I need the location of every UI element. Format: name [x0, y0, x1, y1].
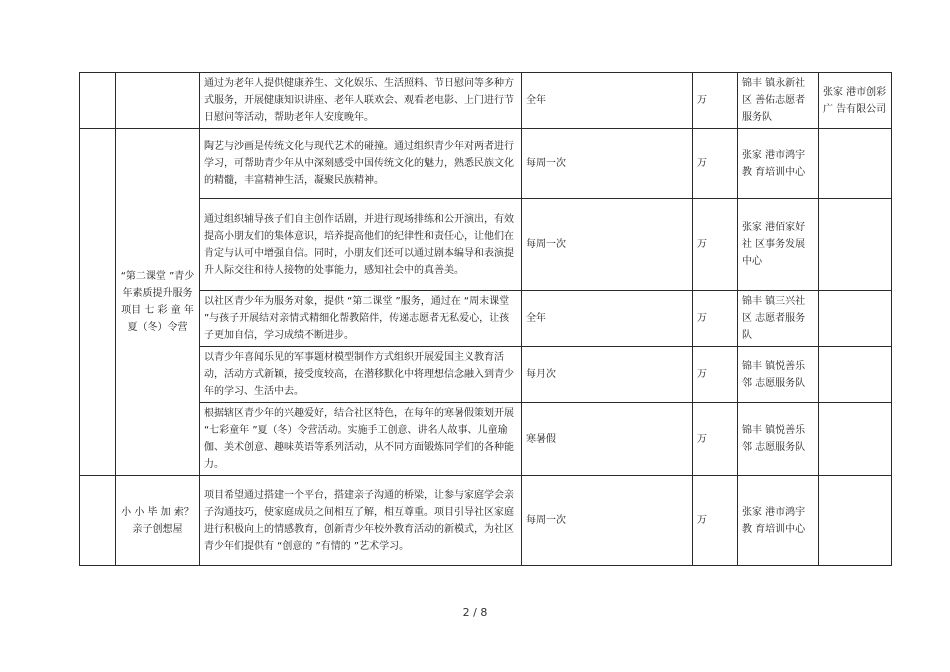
organization-cell: 锦丰 镇悦善乐邻 志愿服务队 [738, 347, 819, 403]
index-cell [80, 73, 116, 129]
organization-cell: 张家 港市鸿宇教 育培训中心 [738, 476, 819, 566]
project-name-cell [116, 73, 200, 129]
sponsor-cell [819, 403, 892, 476]
frequency-cell: 全年 [522, 291, 693, 347]
frequency-cell: 全年 [522, 73, 693, 129]
unit-cell: 万 [693, 73, 738, 129]
table-row [80, 347, 892, 403]
table-row [80, 73, 892, 129]
table-row [80, 403, 892, 476]
unit-cell: 万 [693, 199, 738, 291]
frequency-cell: 每月次 [522, 347, 693, 403]
table-row [80, 129, 892, 199]
description-cell: 陶艺与沙画是传统文化与现代艺术的碰撞。通过组织青少年对两者进行学习，可帮助青少年从中深刻感受中国传统文化的魅力，熟悉民族文化的精髓，丰富精神生活，凝聚民族精神。 [200, 129, 522, 199]
index-cell [80, 129, 116, 476]
frequency-cell: 寒暑假 [522, 403, 693, 476]
index-cell [80, 476, 116, 566]
project-table [79, 72, 892, 566]
frequency-cell: 每周一次 [522, 129, 693, 199]
sponsor-cell [819, 199, 892, 291]
sponsor-cell [819, 291, 892, 347]
unit-cell: 万 [693, 476, 738, 566]
organization-cell: 锦丰 镇三兴社区 志愿者服务队 [738, 291, 819, 347]
description-cell: 项目希望通过搭建一个平台，搭建亲子沟通的桥梁，让参与家庭学会亲子沟通技巧，使家庭成员之间相互了解，相互尊重。项目引导社区家庭进行积极向上的情感教育，创新青少年校外教育活动的新模式，为社区青少年们提供有 “创意的 ”有情的 ”艺术学习。 [200, 476, 522, 566]
table-row [80, 476, 892, 566]
project-name-cell: 小 小 毕 加 索？亲子创想屋 [116, 476, 200, 566]
unit-cell: 万 [693, 403, 738, 476]
unit-cell: 万 [693, 129, 738, 199]
unit-cell: 万 [693, 347, 738, 403]
description-cell: 以青少年喜闻乐见的军事题材模型制作方式组织开展爱国主义教育活动，活动方式新颖，接受度较高，在潜移默化中将理想信念融入到青少年的学习、生活中去。 [200, 347, 522, 403]
page-number: 2 / 8 [462, 606, 488, 619]
organization-cell: 锦丰 镇悦善乐邻 志愿服务队 [738, 403, 819, 476]
frequency-cell: 每周一次 [522, 476, 693, 566]
table-row [80, 291, 892, 347]
description-cell: 通过为老年人提供健康养生、文化娱乐、生活照料、节日慰问等多种方式服务，开展健康知识讲座、老年人联欢会、观看老电影、上门进行节日慰问等活动，帮助老年人安度晚年。 [200, 73, 522, 129]
sponsor-cell [819, 129, 892, 199]
organization-cell: 张家 港市鸿宇教 育培训中心 [738, 129, 819, 199]
organization-cell: 锦丰 镇永新社区 善佑志愿者服务队 [738, 73, 819, 129]
organization-cell: 张家 港佰家好社 区事务发展中心 [738, 199, 819, 291]
description-cell: 通过组织辅导孩子们自主创作话剧，并进行现场排练和公开演出，有效提高小朋友们的集体意识，培养提高他们的纪律性和责任心，让他们在肯定与认可中增强自信。同时，小朋友们还可以通过剧本编导和表演提升人际交往和待人接物的处事能力，感知社会中的真善美。 [200, 199, 522, 291]
project-name-cell: “第二课堂 ”青少年素质提升服务项目 七 彩 童 年 夏（冬）令营 [116, 129, 200, 476]
sponsor-cell [819, 476, 892, 566]
unit-cell: 万 [693, 291, 738, 347]
sponsor-cell [819, 347, 892, 403]
frequency-cell: 每周一次 [522, 199, 693, 291]
table-row [80, 199, 892, 291]
description-cell: 以社区青少年为服务对象，提供 “第二课堂 ”服务，通过在 “周末课堂 ”与孩子开展结对亲情式精细化帮教陪伴，传递志愿者无私爱心，让孩子更加自信，学习成绩不断进步。 [200, 291, 522, 347]
sponsor-cell: 张家 港市创彩广 告有限公司 [819, 73, 892, 129]
description-cell: 根据辖区青少年的兴趣爱好，结合社区特色，在每年的寒暑假策划开展 “七彩童年 ”夏（冬）令营活动。实施手工创意、讲名人故事、儿童瑜伽、美术创意、趣味英语等系列活动，从不同方面锻炼同学们的各种能力。 [200, 403, 522, 476]
